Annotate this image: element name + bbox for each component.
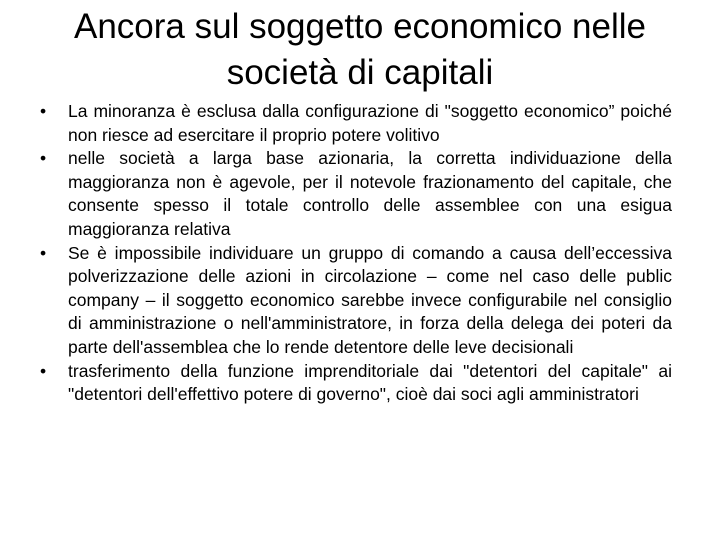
slide-title [40, 4, 680, 96]
bullet-text: trasferimento della funzione imprenditoriale dai "detentori del capitale" ai "detentori dell'effettivo potere di governo", cioè dai soci agli amministratori [68, 360, 672, 405]
bullet-list [36, 100, 672, 407]
bullet-dot-icon: • [40, 101, 47, 121]
bullet-item [36, 242, 672, 360]
bullet-dot-icon: • [40, 148, 47, 169]
bullet-item [36, 360, 672, 407]
bullet-text: La minoranza è esclusa dalla configurazione di "soggetto economico” poiché non riesce ad esercitare il proprio potere volitivo [68, 101, 672, 145]
bullet-text: nelle società a larga base azionaria, la corretta individuazione della maggioranza non è agevole, per il notevole frazionamento del capitale, che consente spesso il totale controllo delle assemblee con una esigua maggioranza relativa [68, 148, 672, 239]
bullet-item [36, 147, 672, 241]
bullet-item [36, 100, 672, 147]
slide-title-line-2: società di capitali [226, 53, 494, 92]
bullet-dot-icon: • [40, 242, 47, 263]
bullet-text: Se è impossibile individuare un gruppo di comando a causa dell’eccessiva polverizzazione delle azioni in circolazione – come nel caso delle public company – il soggetto economico sarebbe invece configurabile nel consiglio di amministrazione o nell'amministratore, in forza della delega dei poteri da parte dell'assemblea che lo rende detentore delle leve decisionali [68, 242, 672, 357]
slide-title-line-1: Ancora sul soggetto economico nelle [73, 7, 646, 46]
bullet-dot-icon: • [40, 360, 47, 381]
